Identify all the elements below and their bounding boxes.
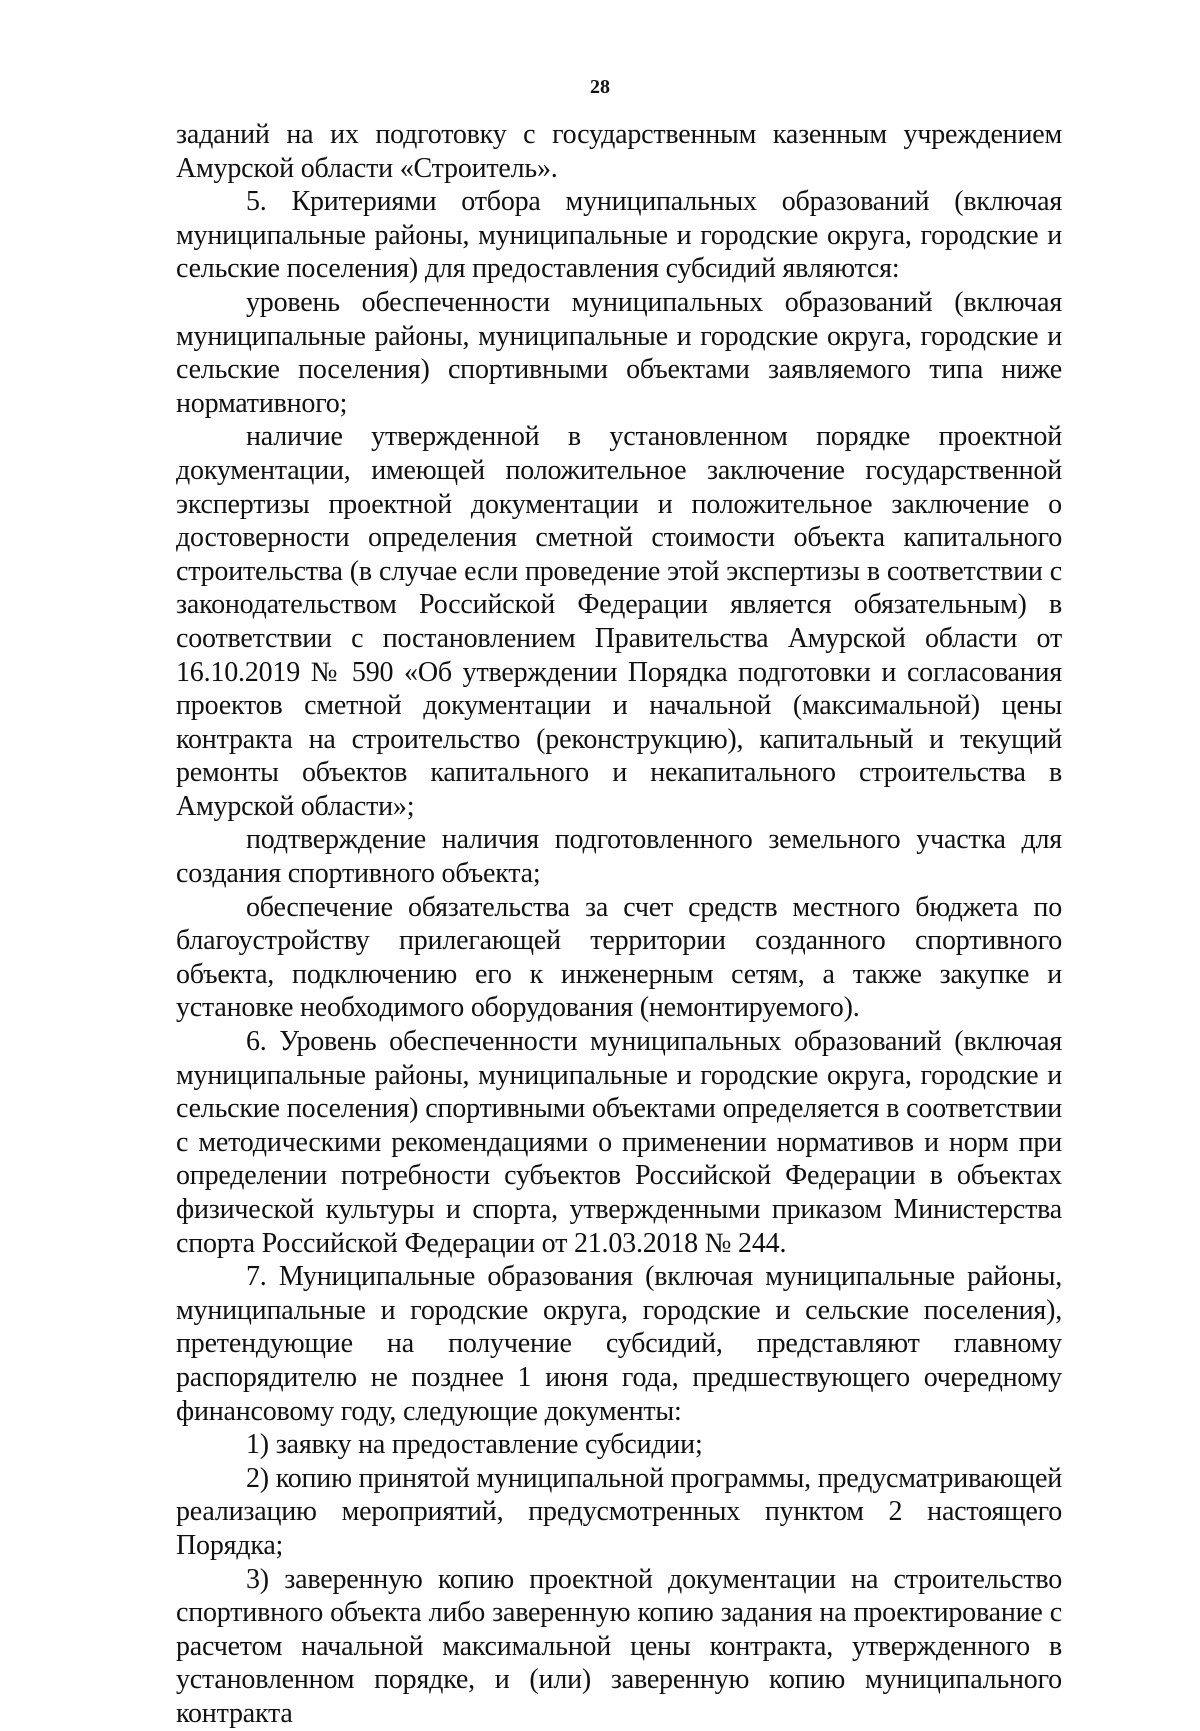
paragraph-criterion-project-documentation: наличие утвержденной в установленном порядке проектной документации, имеющей положительное заключение государственной экспертизы проектной документации и положительное заключение о достоверности определения сметной стоимости объекта капитального строительства (в случае если проведение этой экспертизы в соответствии с законодательством Российской Федерации является обязательным) в соответствии с постановлением Правительства Амурской области от 16.10.2019 № 590 «Об утверждении Порядка подготовки и согласования проектов сметной документации и начальной (максимальной) цены контракта на строительство (реконструкцию), капитальный и текущий ремонты объектов капитального и некапитального строительства в Амурской области»; (176, 421, 1062, 822)
paragraph-item-5: 5. Критериями отбора муниципальных образований (включая муниципальные районы, муниципальные и городские округа, городские и сельские поселения) для предоставления субсидий являются: (176, 186, 1062, 285)
list-item-2: 2) копию принятой муниципальной программы, предусматривающей реализацию мероприятий, предусмотренных пунктом 2 настоящего Порядка; (176, 1462, 1062, 1561)
list-item-1: 1) заявку на предоставление субсидии; (246, 1429, 703, 1461)
page-number: 28 (590, 76, 610, 98)
paragraph-item-7: 7. Муниципальные образования (включая муниципальные районы, муниципальные и городские округа, городские и сельские поселения), претендующие на получение субсидий, представляют главному распорядителю не позднее 1 июня года, предшествующего очередному финансовому году, следующие документы: (176, 1261, 1062, 1427)
paragraph-criterion-land-plot: подтверждение наличия подготовленного земельного участка для создания спортивного объекта; (176, 824, 1062, 890)
paragraph-continuation: заданий на их подготовку с государственным казенным учреждением Амурской области «Строитель». (176, 119, 1062, 184)
paragraph-criterion-local-budget: обеспечение обязательства за счет средств местного бюджета по благоустройству прилегающей территории созданного спортивного объекта, подключению его к инженерным сетям, а также закупке и установке необходимого оборудования (немонтируемого). (176, 891, 1062, 1024)
paragraph-item-6: 6. Уровень обеспеченности муниципальных образований (включая муниципальные районы, муниципальные и городские округа, городские и сельские поселения) спортивными объектами определяется в соответствии с методическими рекомендациями о применении нормативов и норм при определении потребности субъектов Российской Федерации в объектах физической культуры и спорта, утвержденными приказом Министерства спорта Российской Федерации от 21.03.2018 № 244. (176, 1026, 1062, 1259)
paragraph-criterion-provision-level: уровень обеспеченности муниципальных образований (включая муниципальные районы, муниципальные и городские округа, городские и сельские поселения) спортивными объектами заявляемого типа ниже нормативного; (176, 286, 1062, 419)
document-body (176, 118, 1062, 1731)
list-item-3: 3) заверенную копию проектной документации на строительство спортивного объекта либо заверенную копию задания на проектирование с расчетом начальной максимальной цены контракта, утвержденного в установленном порядке, и (или) заверенную копию муниципального контракта (176, 1563, 1062, 1729)
